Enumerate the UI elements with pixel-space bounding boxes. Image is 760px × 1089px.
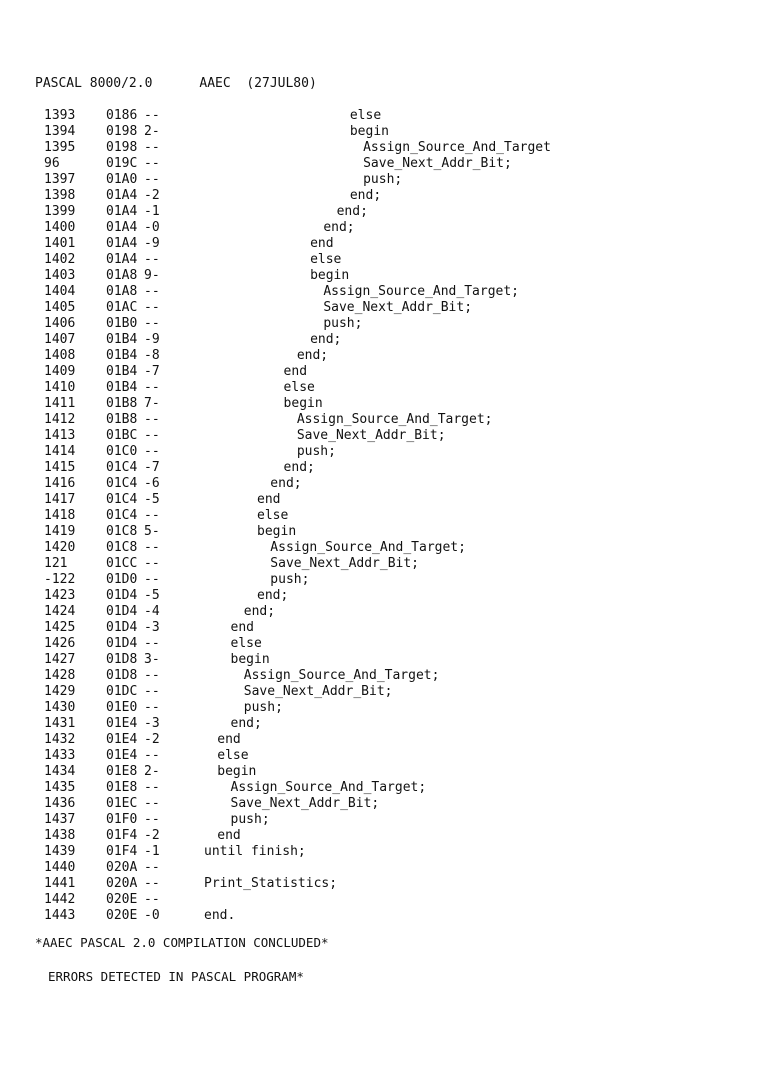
- nesting-level: -2: [144, 828, 160, 843]
- nesting-level: --: [144, 668, 160, 683]
- nesting-level: --: [144, 876, 160, 891]
- source-code: Assign_Source_And_Target;: [243, 668, 440, 683]
- line-number: 1436: [44, 796, 76, 811]
- nesting-level: --: [144, 428, 160, 443]
- address: 01E4: [106, 748, 138, 763]
- line-number: 1400: [44, 220, 76, 235]
- header-system: PASCAL 8000/2.0: [35, 76, 153, 91]
- nesting-level: -1: [144, 204, 160, 219]
- address: 0186: [106, 108, 138, 123]
- nesting-level: --: [144, 252, 160, 267]
- line-number: 1414: [44, 444, 76, 459]
- nesting-level: --: [144, 636, 160, 651]
- line-number: 1430: [44, 700, 76, 715]
- page-header: [35, 76, 317, 91]
- line-number: 1402: [44, 252, 76, 267]
- address: 01C8: [106, 540, 138, 555]
- source-code: Save_Next_Addr_Bit;: [243, 684, 393, 699]
- address: 01A4: [106, 236, 138, 251]
- source-code: Save_Next_Addr_Bit;: [270, 556, 420, 571]
- source-code: end: [310, 236, 334, 251]
- address: 01E4: [106, 716, 138, 731]
- line-number: 1420: [44, 540, 76, 555]
- source-code: else: [283, 380, 315, 395]
- line-number: 1409: [44, 364, 76, 379]
- address: 01D4: [106, 636, 138, 651]
- line-number: 1435: [44, 780, 76, 795]
- line-number: 121: [44, 556, 68, 571]
- source-code: end;: [270, 476, 302, 491]
- address: 01D0: [106, 572, 138, 587]
- nesting-level: 9-: [144, 268, 160, 283]
- source-code: end: [283, 364, 308, 379]
- line-number: 1432: [44, 732, 76, 747]
- address: 020A: [106, 876, 138, 891]
- nesting-level: --: [144, 860, 160, 875]
- line-number: 1428: [44, 668, 76, 683]
- address: 01CC: [106, 556, 138, 571]
- nesting-level: --: [144, 300, 160, 315]
- address: 01B0: [106, 316, 138, 331]
- source-code: Assign_Source_And_Target;: [296, 412, 493, 427]
- line-number: 1393: [44, 108, 76, 123]
- line-number: 1426: [44, 636, 76, 651]
- line-number: 1411: [44, 396, 76, 411]
- line-number: 1404: [44, 284, 76, 299]
- source-code: else: [310, 252, 342, 267]
- line-number: 1429: [44, 684, 76, 699]
- nesting-level: --: [144, 316, 160, 331]
- address: 01D4: [106, 604, 138, 619]
- address: 01A8: [106, 284, 138, 299]
- source-code: end;: [296, 348, 329, 363]
- line-number: 1410: [44, 380, 76, 395]
- address: 01DC: [106, 684, 138, 699]
- address: 01BC: [106, 428, 138, 443]
- address: 01B4: [106, 348, 138, 363]
- source-code: end.: [204, 908, 236, 923]
- address: 01A4: [106, 188, 138, 203]
- source-code: end: [217, 828, 241, 843]
- address: 019C: [106, 156, 138, 171]
- line-number: 1397: [44, 172, 76, 187]
- line-number: 1442: [44, 892, 76, 907]
- nesting-level: 5-: [144, 524, 160, 539]
- source-code: Assign_Source_And_Target;: [270, 540, 466, 555]
- nesting-level: --: [144, 108, 160, 123]
- source-code: end;: [310, 332, 342, 347]
- nesting-level: -5: [144, 588, 160, 603]
- source-code: end;: [349, 188, 382, 203]
- nesting-level: --: [144, 508, 160, 523]
- address: 01C8: [106, 524, 138, 539]
- source-code: end;: [323, 220, 355, 235]
- address: 01A4: [106, 252, 138, 267]
- line-number: 1417: [44, 492, 76, 507]
- nesting-level: 3-: [144, 652, 160, 667]
- nesting-level: --: [144, 380, 160, 395]
- address: 01B4: [106, 380, 138, 395]
- line-number: 1441: [44, 876, 76, 891]
- nesting-level: --: [144, 572, 160, 587]
- source-code: end;: [243, 604, 276, 619]
- address: 01B8: [106, 396, 138, 411]
- source-code: Save_Next_Addr_Bit;: [230, 796, 380, 811]
- source-code: push;: [363, 172, 403, 187]
- source-code: end;: [230, 716, 262, 731]
- header-site: AAEC: [199, 76, 231, 91]
- source-code: Save_Next_Addr_Bit;: [363, 156, 512, 171]
- line-number: 1398: [44, 188, 76, 203]
- address: 01EC: [106, 796, 138, 811]
- nesting-level: --: [144, 812, 160, 827]
- line-number: 1427: [44, 652, 76, 667]
- nesting-level: -6: [144, 476, 160, 491]
- source-code: push;: [230, 812, 270, 827]
- nesting-level: --: [144, 140, 160, 155]
- errors-detected-message: ERRORS DETECTED IN PASCAL PROGRAM*: [48, 969, 304, 984]
- address: 01F4: [106, 828, 138, 843]
- line-number: 1403: [44, 268, 76, 283]
- line-number: 1443: [44, 908, 76, 923]
- nesting-level: -9: [144, 332, 160, 347]
- source-code: else: [257, 508, 289, 523]
- line-number: 1406: [44, 316, 76, 331]
- nesting-level: --: [144, 700, 160, 715]
- address: 020A: [106, 860, 138, 875]
- header-date: (27JUL80): [246, 76, 317, 91]
- line-number: 1408: [44, 348, 76, 363]
- nesting-level: --: [144, 892, 160, 907]
- line-number: 1412: [44, 412, 76, 427]
- source-code: else: [230, 636, 262, 651]
- address: 01E8: [106, 764, 138, 779]
- nesting-level: --: [144, 684, 160, 699]
- nesting-level: -9: [144, 236, 160, 251]
- address: 01AC: [106, 300, 138, 315]
- source-code: end;: [336, 204, 368, 219]
- line-number: -122: [44, 572, 76, 587]
- nesting-level: -2: [144, 732, 160, 747]
- address: 020E: [106, 892, 138, 907]
- line-number: 1439: [44, 844, 76, 859]
- nesting-level: 2-: [144, 764, 160, 779]
- address: 01B4: [106, 364, 138, 379]
- line-number: 1424: [44, 604, 76, 619]
- nesting-level: 7-: [144, 396, 160, 411]
- address: 0198: [106, 124, 138, 139]
- line-number: 1407: [44, 332, 76, 347]
- source-code: else: [217, 748, 249, 763]
- line-number: 1413: [44, 428, 76, 443]
- line-number: 1401: [44, 236, 76, 251]
- source-code: Save_Next_Addr_Bit;: [296, 428, 446, 443]
- source-code: begin: [349, 124, 389, 139]
- source-code: Assign_Source_And_Target: [363, 140, 551, 155]
- address: 01A0: [106, 172, 138, 187]
- nesting-level: -3: [144, 716, 160, 731]
- address: 01C4: [106, 476, 138, 491]
- line-number: 1425: [44, 620, 76, 635]
- source-code: push;: [243, 700, 283, 715]
- source-code: begin: [230, 652, 270, 667]
- nesting-level: --: [144, 796, 160, 811]
- nesting-level: -0: [144, 908, 160, 923]
- address: 01D8: [106, 668, 138, 683]
- address: 01F4: [106, 844, 138, 859]
- source-code: begin: [257, 524, 297, 539]
- line-number: 1431: [44, 716, 76, 731]
- line-number: 1416: [44, 476, 76, 491]
- source-code: until finish;: [204, 844, 306, 859]
- nesting-level: --: [144, 284, 160, 299]
- address: 0198: [106, 140, 138, 155]
- address: 01F0: [106, 812, 138, 827]
- line-number: 1405: [44, 300, 76, 315]
- source-code: end;: [257, 588, 289, 603]
- address: 01C4: [106, 492, 138, 507]
- line-number: 1438: [44, 828, 76, 843]
- source-code: Assign_Source_And_Target;: [230, 780, 427, 795]
- line-number: 1399: [44, 204, 76, 219]
- address: 01C4: [106, 508, 138, 523]
- nesting-level: -5: [144, 492, 160, 507]
- source-code: begin: [217, 764, 257, 779]
- line-number: 1437: [44, 812, 76, 827]
- address: 01D4: [106, 620, 138, 635]
- line-number: 1395: [44, 140, 76, 155]
- address: 01E4: [106, 732, 138, 747]
- nesting-level: --: [144, 780, 160, 795]
- nesting-level: 2-: [144, 124, 160, 139]
- address: 01D8: [106, 652, 138, 667]
- nesting-level: --: [144, 540, 160, 555]
- nesting-level: -7: [144, 364, 160, 379]
- source-code: begin: [283, 396, 323, 411]
- address: 01A4: [106, 220, 138, 235]
- nesting-level: --: [144, 172, 160, 187]
- source-code: end: [257, 492, 281, 507]
- nesting-level: --: [144, 748, 160, 763]
- source-code: end: [217, 732, 241, 747]
- address: 01E8: [106, 780, 138, 795]
- source-code: end;: [283, 460, 315, 475]
- address: 01E0: [106, 700, 138, 715]
- source-code: Save_Next_Addr_Bit;: [323, 300, 473, 315]
- nesting-level: -3: [144, 620, 160, 635]
- nesting-level: --: [144, 556, 160, 571]
- address: 01A4: [106, 204, 138, 219]
- source-code: push;: [270, 572, 310, 587]
- nesting-level: --: [144, 444, 160, 459]
- line-number: 1423: [44, 588, 76, 603]
- address: 01D4: [106, 588, 138, 603]
- address: 01A8: [106, 268, 138, 283]
- address: 01C0: [106, 444, 138, 459]
- source-code: push;: [323, 316, 363, 331]
- address: 01B4: [106, 332, 138, 347]
- nesting-level: -0: [144, 220, 160, 235]
- source-code: Print_Statistics;: [204, 876, 338, 891]
- nesting-level: -7: [144, 460, 160, 475]
- line-number: 1418: [44, 508, 76, 523]
- source-code: Assign_Source_And_Target;: [323, 284, 519, 299]
- source-code: push;: [296, 444, 336, 459]
- line-number: 96: [44, 156, 60, 171]
- line-number: 1419: [44, 524, 76, 539]
- line-number: 1433: [44, 748, 76, 763]
- nesting-level: --: [144, 412, 160, 427]
- line-number: 1415: [44, 460, 76, 475]
- address: 01B8: [106, 412, 138, 427]
- nesting-level: -8: [144, 348, 160, 363]
- source-code: end: [230, 620, 254, 635]
- address: 020E: [106, 908, 138, 923]
- line-number: 1440: [44, 860, 76, 875]
- nesting-level: --: [144, 156, 160, 171]
- line-number: 1394: [44, 124, 76, 139]
- source-code: else: [349, 108, 382, 123]
- address: 01C4: [106, 460, 138, 475]
- nesting-level: -1: [144, 844, 160, 859]
- source-code: begin: [310, 268, 350, 283]
- nesting-level: -4: [144, 604, 160, 619]
- nesting-level: -2: [144, 188, 160, 203]
- compilation-concluded-message: *AAEC PASCAL 2.0 COMPILATION CONCLUDED*: [35, 935, 329, 950]
- line-number: 1434: [44, 764, 76, 779]
